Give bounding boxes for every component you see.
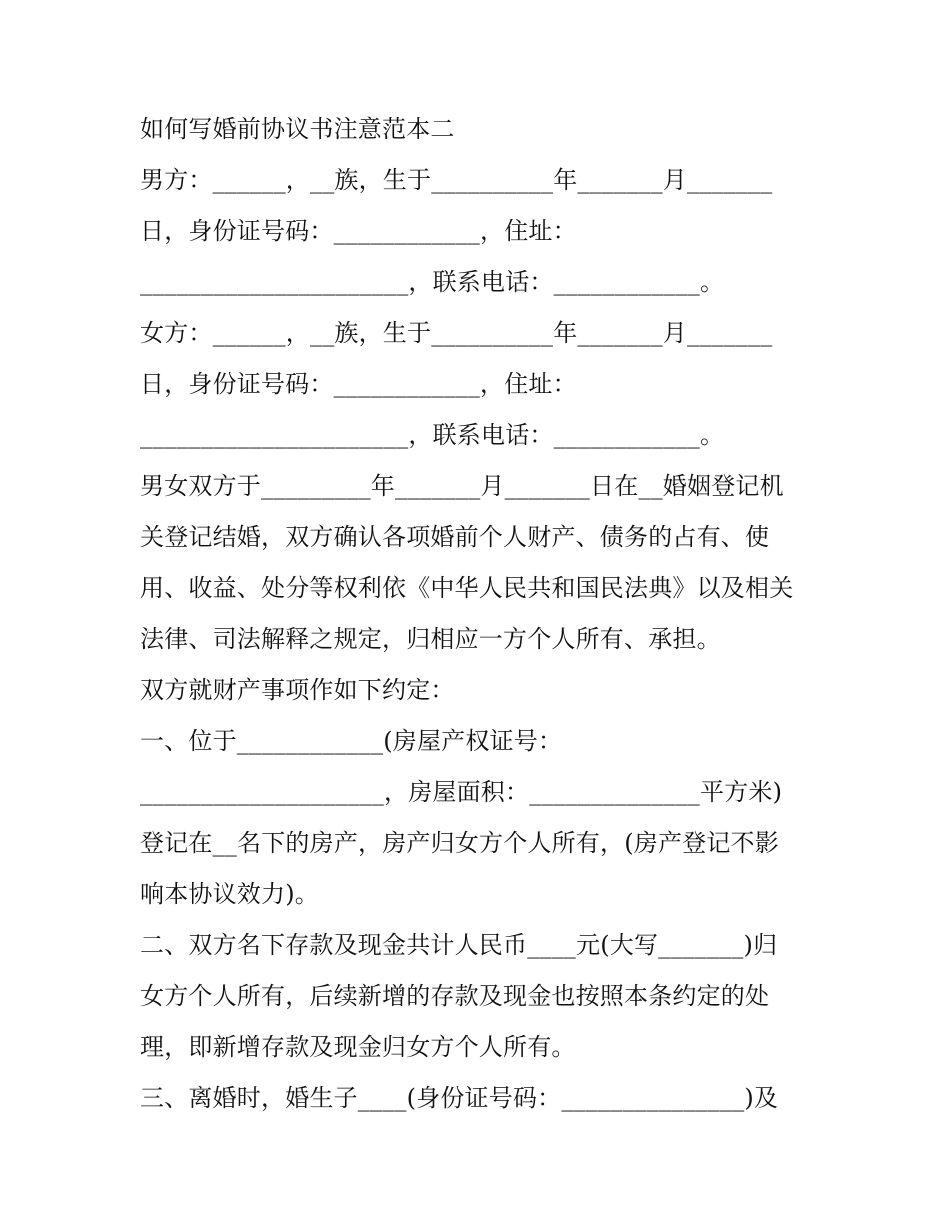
male-party-line-3: ______________________，联系电话：____________。 (140, 268, 725, 296)
clause-1-line-3: 登记在__名下的房产，房产归女方个人所有，(房产登记不影 (140, 829, 779, 857)
male-party-line-1: 男方：______，__族，生于__________年_______月_______ (140, 166, 773, 194)
female-party-line-1: 女方：______，__族，生于__________年_______月_______ (140, 319, 773, 347)
clause-1-line-4: 响本协议效力)。 (140, 880, 319, 908)
clause-2-line-1: 二、双方名下存款及现金共计人民币____元(大写_______)归 (140, 931, 778, 959)
document-title: 如何写婚前协议书注意范本二 (140, 115, 455, 143)
clause-1-line-2: ____________________，房屋面积：______________平方米) (140, 778, 783, 806)
female-party-line-2: 日，身份证号码：____________，住址： (140, 370, 577, 398)
clause-2-line-3: 理，即新增存款及现金归女方个人所有。 (140, 1033, 576, 1061)
clause-3-line-1: 三、离婚时，婚生子____(身份证号码：_______________)及 (140, 1084, 779, 1112)
female-party-line-3: ______________________，联系电话：____________。 (140, 421, 725, 449)
clause-1-line-1: 一、位于____________(房屋产权证号： (140, 727, 563, 755)
marriage-paragraph-line-4: 法律、司法解释之规定，归相应一方个人所有、承担。 (140, 625, 721, 653)
clause-2-line-2: 女方个人所有，后续新增的存款及现金也按照本条约定的处 (140, 982, 770, 1010)
agreement-intro: 双方就财产事项作如下约定： (140, 676, 455, 704)
marriage-paragraph-line-1: 男女双方于_________年_______月_______日在__婚姻登记机 (140, 472, 784, 500)
male-party-line-2: 日，身份证号码：____________，住址： (140, 217, 577, 245)
marriage-paragraph-line-3: 用、收益、处分等权利依《中华人民共和国民法典》以及相关 (140, 574, 794, 602)
marriage-paragraph-line-2: 关登记结婚，双方确认各项婚前个人财产、债务的占有、使 (140, 523, 770, 551)
